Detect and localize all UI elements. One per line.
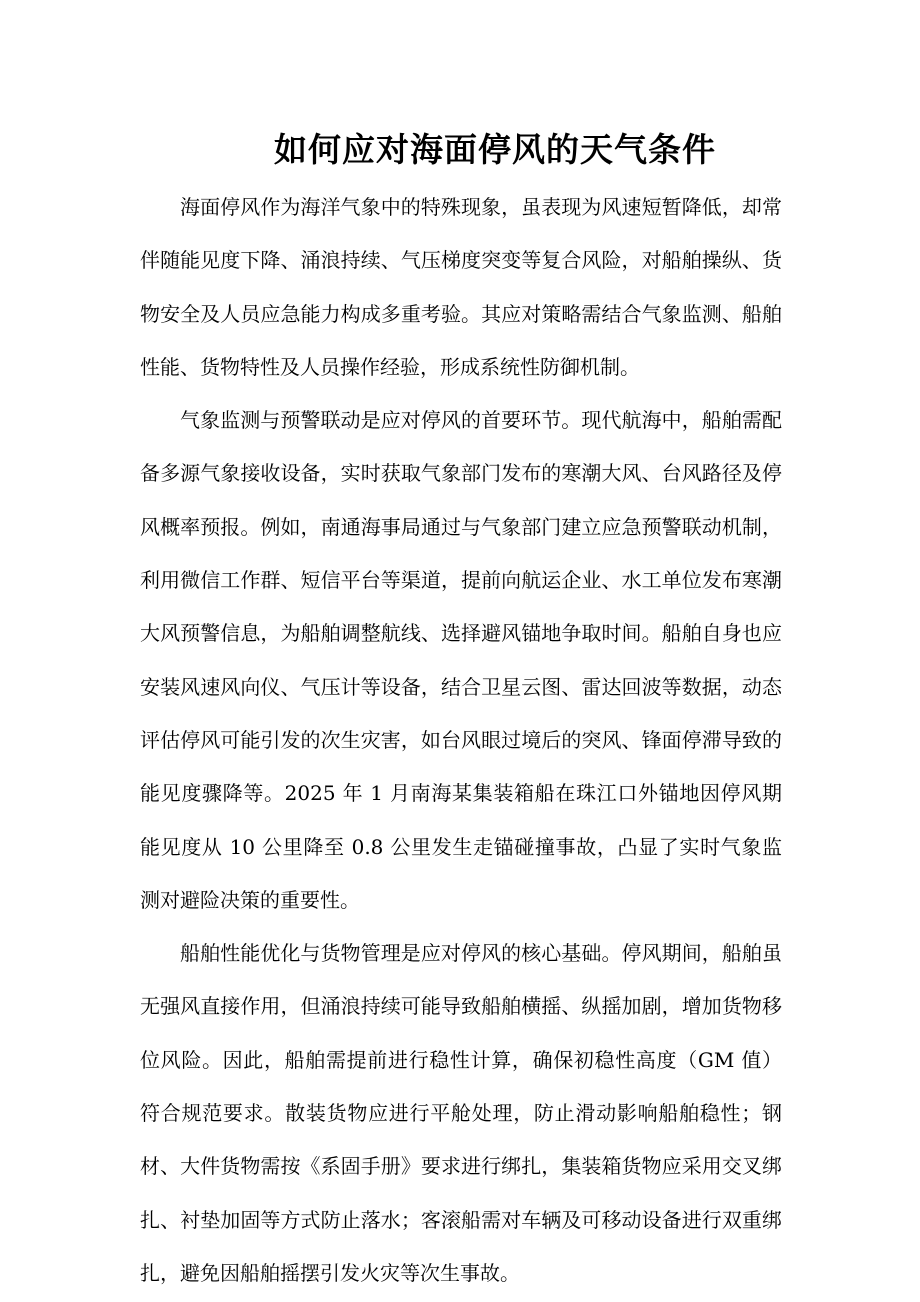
paragraph-weather-monitoring: 气象监测与预警联动是应对停风的首要环节。现代航海中，船舶需配备多源气象接收设备，实时获取气象部门发布的寒潮大风、台风路径及停风概率预报。例如，南通海事局通过与气象部门建立应急预警联动机制，利用微信工作群、短信平台等渠道，提前向航运企业、水工单位发布寒潮大风预警信息，为船舶调整航线、选择避风锚地争取时间。船舶自身也应安装风速风向仪、气压计等设备，结合卫星云图、雷达回波等数据，动态评估停风可能引发的次生灾害，如台风眼过境后的突风、锋面停滞导致的能见度骤降等。2025 年 1 月南海某集装箱船在珠江口外锚地因停风期能见度从 10 公里降至 0.8 公里发生走锚碰撞事故，凸显了实时气象监测对避险决策的重要性。	[140, 408, 782, 912]
document-title: 如何应对海面停风的天气条件	[274, 130, 716, 169]
document-body	[140, 181, 782, 1300]
paragraph-intro: 海面停风作为海洋气象中的特殊现象，虽表现为风速短暂降低，却常伴随能见度下降、涌浪持续、气压梯度突变等复合风险，对船舶操纵、货物安全及人员应急能力构成多重考验。其应对策略需结合气象监测、船舶性能、货物特性及人员操作经验，形成系统性防御机制。	[140, 195, 782, 379]
paragraph-ship-performance: 船舶性能优化与货物管理是应对停风的核心基础。停风期间，船舶虽无强风直接作用，但涌浪持续可能导致船舶横摇、纵摇加剧，增加货物移位风险。因此，船舶需提前进行稳性计算，确保初稳性高度（GM 值）符合规范要求。散装货物应进行平舱处理，防止滑动影响船舶稳性；钢材、大件货物需按《系固手册》要求进行绑扎，集装箱货物应采用交叉绑扎、衬垫加固等方式防止落水；客滚船需对车辆及可移动设备进行双重绑扎，避免因船舶摇摆引发火灾等次生事故。	[140, 941, 782, 1285]
